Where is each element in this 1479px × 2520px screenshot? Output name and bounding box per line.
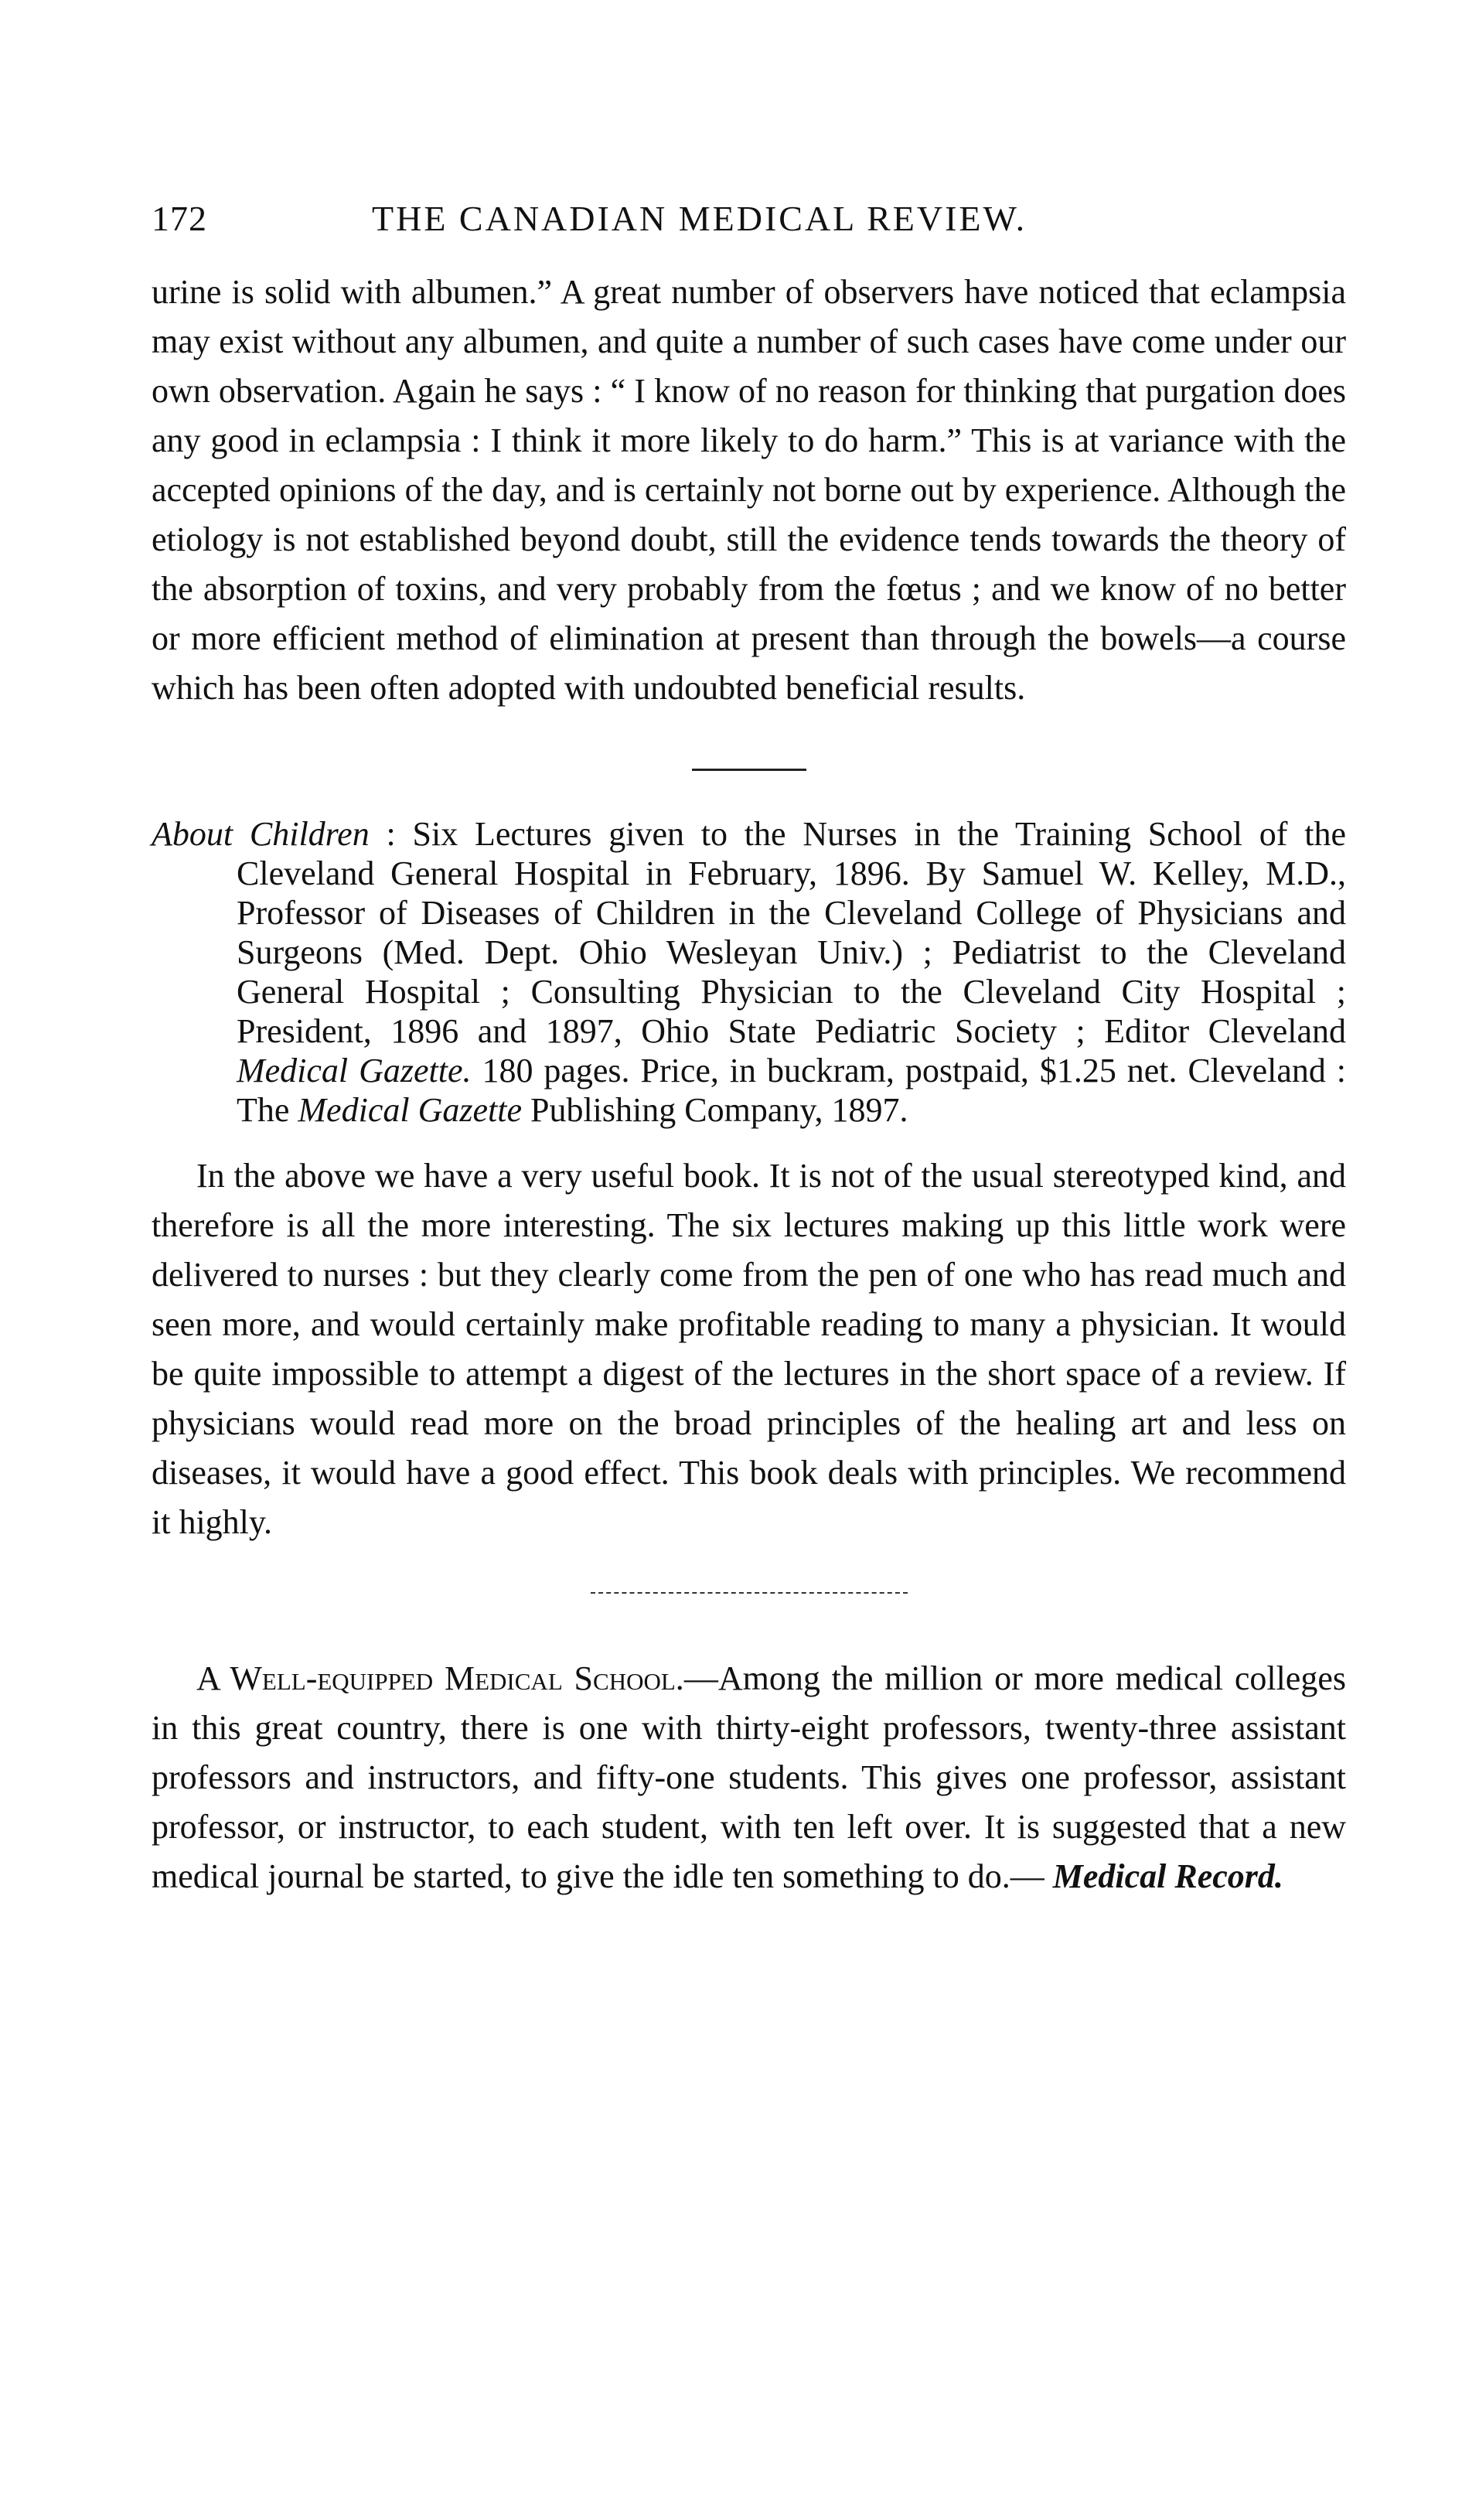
- continuation-paragraph: urine is solid with albumen.” A great number of observers have noticed that eclampsia may exist without any albumen, and quite a number of such cases have come under our own observation. Again he says : “ I know of no reason for thinking that purgation does any good in eclampsia : I think it more likely to do harm.” This is at variance with the accepted opinions of the day, and is certainly not borne out by experience. Although the etiology is not established beyond doubt, still the evidence tends towards the theory of the absorption of toxins, and very probably from the fœtus ; and we know of no better or more efficient method of elimination at present than through the bowels—a course which has been often adopted with undoubted beneficial results.: [152, 273, 1346, 707]
- notice-source: Medical Record.: [1052, 1857, 1283, 1895]
- citation-text-1: : Six Lectures given to the Nurses in the Training School of the Cleveland General Hospital in February, 1896. By Samuel W. Kelley, M.D., Professor of Diseases of Children in the Cleveland College of Physicians and Surgeons (Med. Dept. Ohio Wesleyan Univ.) ; Pediatrist to the Cleveland General Hospital ; Consulting Physician to the Cleveland City Hospital ; President, 1896 and 1897, Ohio State Pediatric Society ; Editor Cleveland: [237, 815, 1346, 1050]
- notice-heading: A Well-equipped Medical School.: [196, 1659, 684, 1697]
- journal-title: THE CANADIAN MEDICAL REVIEW.: [372, 199, 1027, 238]
- section-divider: [692, 769, 806, 771]
- section-divider-dashed: [591, 1592, 908, 1594]
- citation-journal-1: Medical Gazette.: [237, 1052, 472, 1089]
- citation-text-3: Publishing Company, 1897.: [530, 1091, 908, 1129]
- page-number: 172: [152, 199, 207, 238]
- citation-journal-2: Medical Gazette: [298, 1091, 522, 1129]
- running-head: [152, 193, 1346, 247]
- book-title: About Children: [152, 815, 370, 853]
- notice-paragraph: [152, 1654, 1346, 1901]
- book-citation: [152, 814, 1346, 1130]
- review-paragraph: In the above we have a very useful book. It is not of the usual stereotyped kind, and therefore is all the more interesting. The six lectures making up this little work were delivered to nurses : but they clearly come from the pen of one who has read much and seen more, and would certainly make profitable reading to many a physician. It would be quite impossible to attempt a digest of the lectures in the short space of a review. If physicians would read more on the broad principles of the healing art and less on diseases, it would have a good effect. This book deals with principles. We recommend it highly.: [152, 1157, 1346, 1541]
- notice-text: —Among the million or more medical colleges in this great country, there is one with thirty-eight professors, twenty-three assistant professors and instructors, and fifty-one students. This gives one professor, assistant professor, or instructor, to each student, with ten left over. It is suggested that a new medical journal be started, to give the idle ten something to do.—: [152, 1659, 1346, 1895]
- citation-text-2: 180 pages. Price, in buckram, postpaid, $1.25 net. Cleveland : The: [237, 1052, 1346, 1129]
- page: [152, 193, 1346, 1901]
